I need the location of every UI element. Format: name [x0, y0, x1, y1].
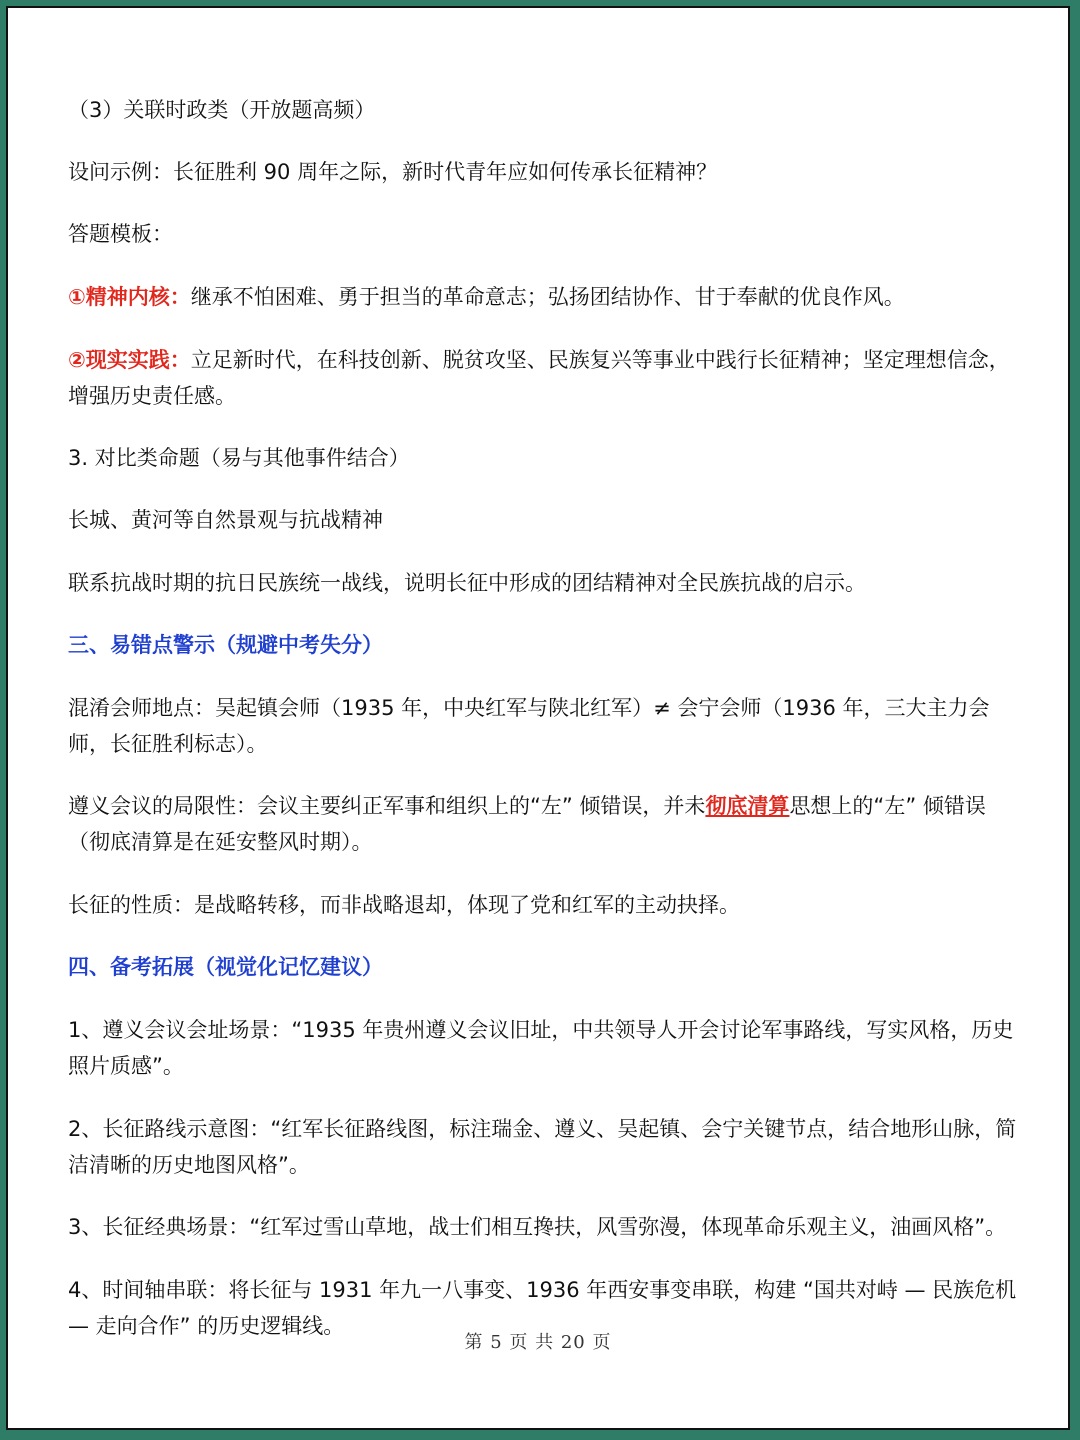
error-point-1: 混淆会师地点：吴起镇会师（1935 年，中央红军与陕北红军）≠ 会宁会师（1936 年，三大主力会师，长征胜利标志）。 — [68, 696, 990, 756]
error-point-2-after: 思想上的“左” 倾错误（彻底清算是在延安整风时期）。 — [68, 794, 986, 854]
tip-1: 1、遵义会议会址场景：“1935 年贵州遵义会议旧址，中共领导人开会讨论军事路线，写实风格，历史照片质感”。 — [68, 1018, 1014, 1078]
error-point-2-highlight: 彻底清算 — [705, 794, 790, 818]
question-example: 设问示例：长征胜利 90 周年之际，新时代青年应如何传承长征精神？ — [68, 160, 718, 184]
answer-template-label: 答题模板： — [68, 222, 173, 246]
page-content — [8, 8, 1068, 1428]
tip-3: 3、长征经典场景：“红军过雪山草地，战士们相互搀扶，风雪弥漫，体现革命乐观主义，油画风格”。 — [68, 1215, 1007, 1239]
error-point-3: 长征的性质：是战略转移，而非战略退却，体现了党和红军的主动抉择。 — [68, 893, 740, 917]
page-footer: 第 5 页 共 20 页 — [464, 1332, 612, 1353]
page-frame — [6, 6, 1070, 1430]
point-spirit-core-text: 继承不怕困难、勇于担当的革命意志；弘扬团结协作、甘于奉献的优良作风。 — [190, 285, 905, 309]
point-practice-label: ②现实实践： — [68, 348, 191, 372]
point-practice — [68, 342, 1020, 414]
section3-heading: （3）关联时政类（开放题高频） — [68, 98, 376, 122]
error-point-2 — [68, 788, 1020, 860]
comparison-item-2: 联系抗战时期的抗日民族统一战线，说明长征中形成的团结精神对全民族抗战的启示。 — [68, 571, 866, 595]
section-four-title: 四、备考拓展（视觉化记忆建议） — [68, 955, 383, 979]
comparison-heading: 3. 对比类命题（易与其他事件结合） — [68, 446, 410, 470]
error-point-2-before: 遵义会议的局限性：会议主要纠正军事和组织上的“左” 倾错误，并未 — [68, 794, 706, 818]
point-spirit-core — [68, 279, 1020, 315]
comparison-item-1: 长城、黄河等自然景观与抗战精神 — [68, 508, 383, 532]
point-practice-text: 立足新时代，在科技创新、脱贫攻坚、民族复兴等事业中践行长征精神；坚定理想信念，增强历史责任感。 — [68, 348, 1010, 408]
tip-2: 2、长征路线示意图：“红军长征路线图，标注瑞金、遵义、吴起镇、会宁关键节点，结合地形山脉，简洁清晰的历史地图风格”。 — [68, 1117, 1017, 1177]
tip-4: 4、时间轴串联：将长征与 1931 年九一八事变、1936 年西安事变串联，构建 “国共对峙 — 民族危机 — 走向合作” 的历史逻辑线。 — [68, 1278, 1017, 1338]
section-three-title: 三、易错点警示（规避中考失分） — [68, 633, 383, 657]
point-spirit-core-label: ①精神内核： — [68, 285, 191, 309]
